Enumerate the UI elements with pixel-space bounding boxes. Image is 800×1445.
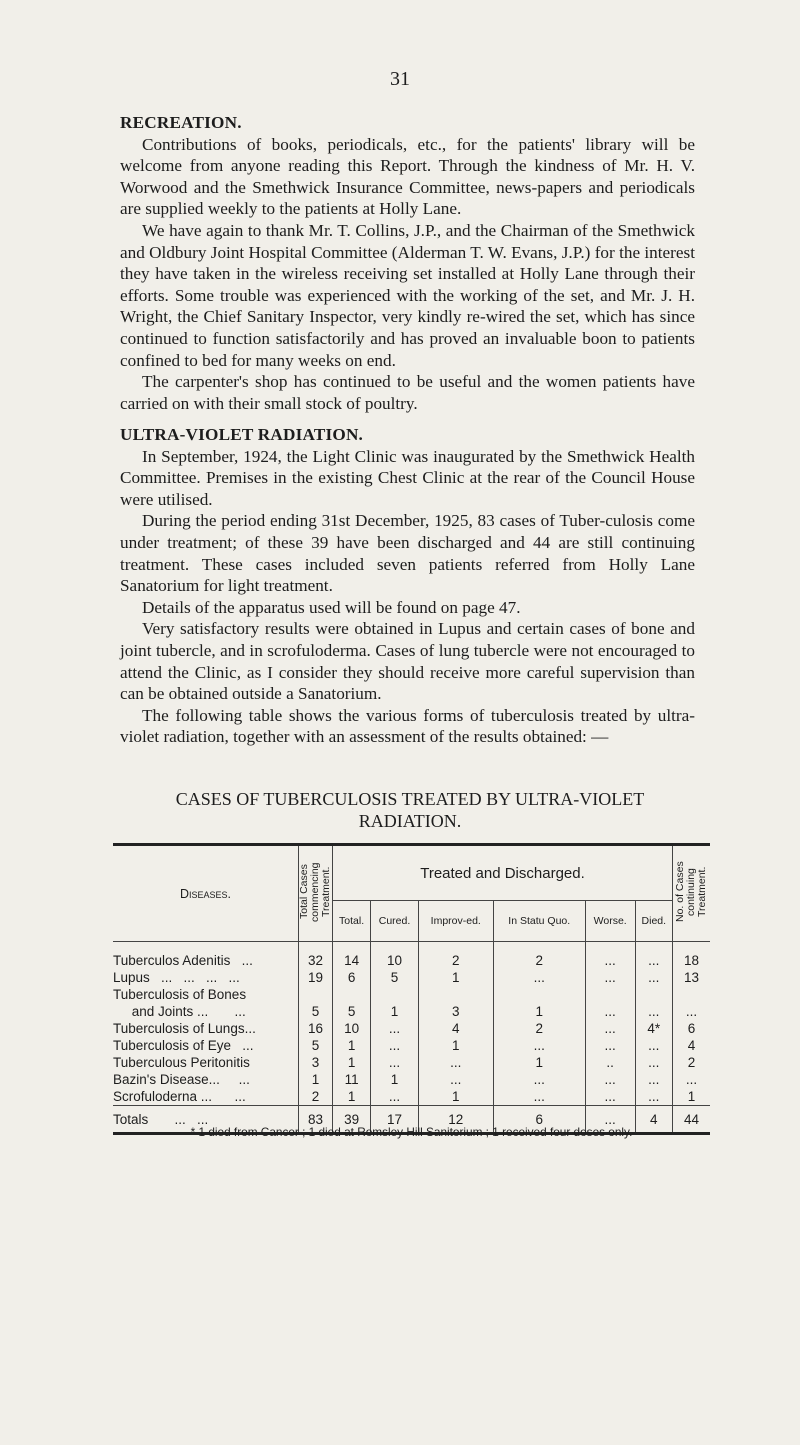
table-cell: 1 [333,1088,371,1106]
table-cell: ... [493,1037,585,1054]
table-cell: ... [635,1071,672,1088]
table-cell: 10 [333,1020,371,1037]
table-cell: 11 [333,1071,371,1088]
table-cell: 1 [673,1088,711,1106]
table-cell [371,986,419,1003]
table-cell: 2 [673,1054,711,1071]
table-cell: ... [585,969,635,986]
table-row [113,1037,710,1054]
table-cell: 1 [493,1054,585,1071]
header-in-statu-quo: In Statu Quo. [493,901,585,942]
table-footnote: * 1 died from Cancer ; 1 died at Romsley Hill Sanitorium ; 1 received four doses only. [190,1125,633,1139]
table-cell: 16 [299,1020,333,1037]
table-cell: 18 [673,942,711,970]
disease-name: Tuberculosis of Lungs... [113,1021,256,1036]
table-cell: 1 [418,969,493,986]
table-cell: ... [673,1003,711,1020]
table-cell [673,986,711,1003]
table-cell: 83 [299,1106,333,1134]
header-total: Total. [333,901,371,942]
recreation-heading: RECREATION. [120,113,242,132]
table-cell: 1 [418,1088,493,1106]
table-row [113,942,710,970]
table-cell [585,986,635,1003]
table-cell: ... [635,1037,672,1054]
table-cell: 2 [299,1088,333,1106]
disease-name: Tuberculosis of Eye ... [113,1038,254,1053]
table-cell: ... [635,942,672,970]
paragraph: Details of the apparatus used will be found on page 47. [142,597,521,617]
table-cell: 13 [673,969,711,986]
paragraph: The following table shows the various forms of tuberculosis treated by ultra-violet radiation, together with an assessment of the results obtained: — [120,705,695,747]
table-cell: 3 [418,1003,493,1020]
header-died: Died. [635,901,672,942]
table-cell: ... [493,1088,585,1106]
table-cell: ... [585,1106,635,1134]
disease-name: Bazin's Disease... ... [113,1072,250,1087]
table-cell: 6 [493,1106,585,1134]
table-cell: ... [371,1054,419,1071]
table-cell: 3 [299,1054,333,1071]
table-cell: 5 [333,1003,371,1020]
disease-name: Tuberculos Adenitis ... [113,953,253,968]
table-cell: ... [585,1020,635,1037]
table-row [113,1003,710,1020]
table-cell: 1 [371,1003,419,1020]
table-cell: 1 [371,1071,419,1088]
paragraph: In September, 1924, the Light Clinic was inaugurated by the Smethwick Health Committee. Premises in the existing Chest Clinic at the rear of the Council House were utilised. [120,446,695,509]
table-row [113,1071,710,1088]
table-row [113,1088,710,1106]
header-diseases: Diseases. [113,845,299,942]
table-title-line: RADIATION. [358,811,462,831]
header-continuing: No. of Cases continuing Treatment. [673,845,711,942]
disease-name: Lupus ... ... ... ... [113,970,240,985]
disease-name: Tuberculous Peritonitis [113,1055,250,1070]
table-cell [493,986,585,1003]
ultra-violet-heading: ULTRA-VIOLET RADIATION. [120,425,364,444]
paragraph: We have again to thank Mr. T. Collins, J.P., and the Chairman of the Smethwick and Oldbury Joint Hospital Committee (Alderman T. W. Evans, J.P.) for the interest they have taken in the wireless receiving set installed at Holly Lane through their efforts. Some trouble was experienced with the working of the set, and Mr. J. H. Wright, the Chief Sanitary Inspector, very kindly re-wired the set, which has since continued to function satisfactorily and has proved an invaluable boon to patients confined to bed for many weeks on end. [120,220,695,370]
results-table [113,843,710,1135]
table-cell: ... [371,1037,419,1054]
table-cell: ... [635,969,672,986]
table-cell: ... [585,1037,635,1054]
header-cured: Cured. [371,901,419,942]
table-cell: ... [371,1088,419,1106]
table-cell: 10 [371,942,419,970]
table-cell: ... [635,1003,672,1020]
header-worse: Worse. [585,901,635,942]
table-cell: 5 [299,1003,333,1020]
table-cell: 44 [673,1106,711,1134]
table-cell: 5 [299,1037,333,1054]
table-cell: ... [585,1071,635,1088]
table-cell: 17 [371,1106,419,1134]
table-body [113,942,710,1134]
table-cell: 4 [673,1037,711,1054]
table-cell: 19 [299,969,333,986]
table-cell: ... [673,1071,711,1088]
table-cell [635,986,672,1003]
table-cell: 39 [333,1106,371,1134]
table-cell: 2 [418,942,493,970]
paragraph: The carpenter's shop has continued to be useful and the women patients have carried on with their small stock of poultry. [120,372,695,413]
paragraph: Very satisfactory results were obtained in Lupus and certain cases of bone and joint tubercle, and in scrofuloderma. Cases of lung tubercle were not encouraged to attend the Clinic, as I consider they should receive more careful supervision than can be obtained outside a Sanatorium. [120,619,695,704]
table-cell: 4* [635,1020,672,1037]
header-improved: Improv-ed. [418,901,493,942]
table-cell: ... [635,1088,672,1106]
page-number: 31 [390,68,410,90]
table-cell: ... [371,1020,419,1037]
table-cell: 2 [493,942,585,970]
table-row [113,986,710,1003]
table-cell: ... [418,1054,493,1071]
disease-name: Totals ... ... [113,1106,299,1134]
table-cell: 1 [418,1037,493,1054]
table-cell: 14 [333,942,371,970]
disease-name: and Joints ... ... [113,1004,246,1019]
table-cell: .. [585,1054,635,1071]
table-cell: ... [418,1071,493,1088]
table-cell: ... [635,1054,672,1071]
disease-name: Tuberculosis of Bones [113,987,247,1002]
table-row [113,1020,710,1037]
table-cell [299,986,333,1003]
table-row [113,969,710,986]
table-cell [418,986,493,1003]
table-cell: ... [585,942,635,970]
table-cell: 1 [333,1037,371,1054]
table-cell: 5 [371,969,419,986]
table-cell: 6 [673,1020,711,1037]
disease-name: Scrofuloderna ... ... [113,1089,246,1104]
paragraph: Contributions of books, periodicals, etc., for the patients' library will be welcome from anyone reading this Report. Through the kindness of Mr. H. V. Worwood and the Smethwick Insurance Committee, news-papers and periodicals are supplied weekly to the patients at Holly Lane. [120,134,695,219]
results-table-wrapper [113,843,710,1135]
table-cell: 1 [299,1071,333,1088]
table-title [110,788,710,832]
table-row [113,1054,710,1071]
table-cell: 6 [333,969,371,986]
table-title-line: CASES OF TUBERCULOSIS TREATED BY ULTRA-VIOLET [175,789,645,809]
table-cell: 1 [493,1003,585,1020]
table-cell: 4 [418,1020,493,1037]
paragraph: During the period ending 31st December, 1925, 83 cases of Tuber-culosis come under treatment; of these 39 have been discharged and 44 are still continuing treatment. These cases included seven patients referred from Holly Lane Sanatorium for light treatment. [120,511,695,596]
header-total-cases: Total Cases commencing Treatment. [299,845,333,942]
table-cell [333,986,371,1003]
table-cell: 1 [333,1054,371,1071]
header-treated-discharged: Treated and Discharged. [333,845,673,901]
table-cell: ... [585,1088,635,1106]
table-cell: ... [493,1071,585,1088]
table-cell: 32 [299,942,333,970]
table-cell: ... [585,1003,635,1020]
recreation-section [120,112,695,414]
table-cell: 12 [418,1106,493,1134]
table-cell: 4 [635,1106,672,1134]
ultra-violet-section [120,424,695,748]
table-cell: ... [493,969,585,986]
table-cell: 2 [493,1020,585,1037]
